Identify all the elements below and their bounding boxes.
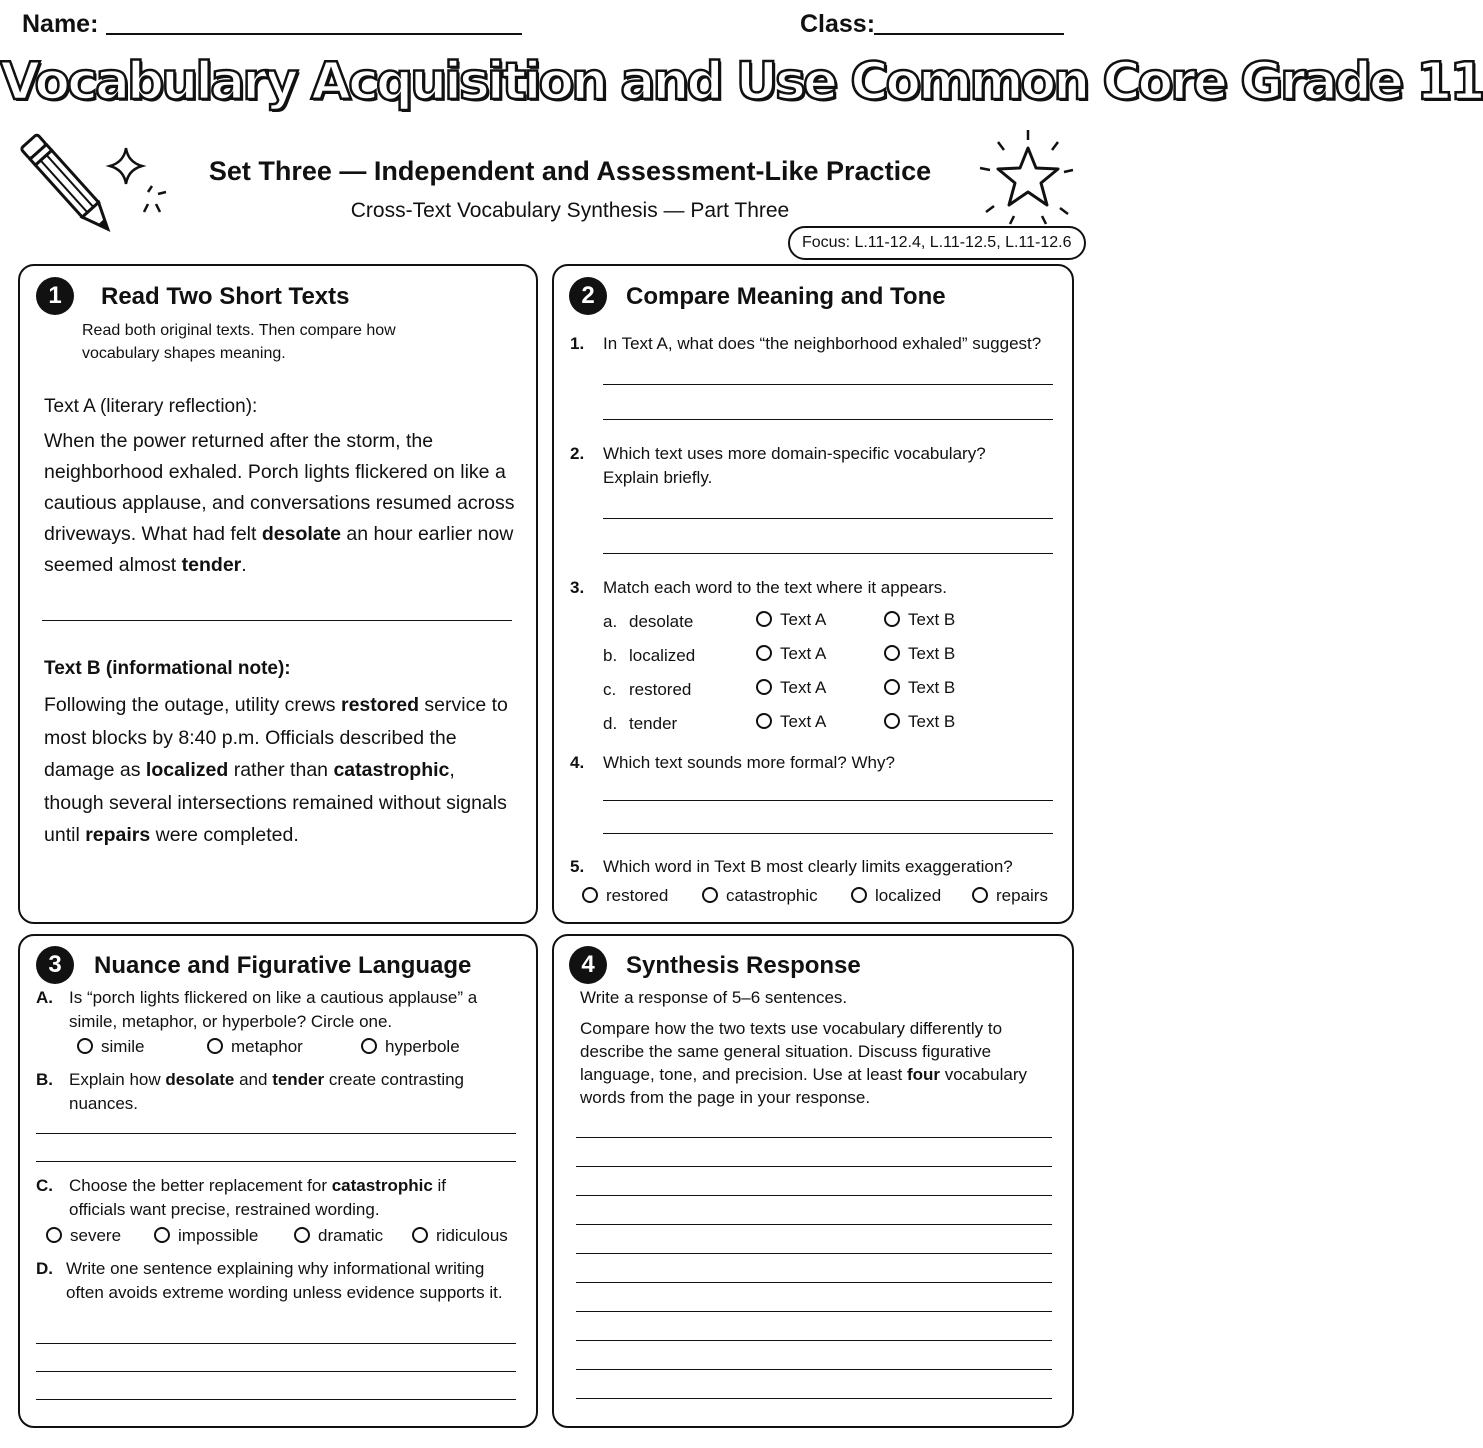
option-ridiculous[interactable]: ridiculous: [412, 1226, 508, 1246]
option-impossible[interactable]: impossible: [154, 1226, 258, 1246]
section4-instruction: Write a response of 5–6 sentences.: [580, 988, 848, 1007]
radio-icon: [412, 1227, 428, 1243]
match-row-c-word: restored: [629, 680, 692, 699]
match-row-b-option-a[interactable]: Text A: [756, 644, 826, 664]
response-line-2[interactable]: [576, 1165, 1052, 1167]
response-line-8[interactable]: [576, 1339, 1052, 1341]
q1-answer-line-2[interactable]: [603, 418, 1053, 420]
radio-icon: [756, 713, 772, 729]
match-row-c-option-a[interactable]: Text A: [756, 678, 826, 698]
response-line-7[interactable]: [576, 1310, 1052, 1312]
q5-option-catastrophic[interactable]: catastrophic: [702, 886, 818, 906]
match-row-b-option-b[interactable]: Text B: [884, 644, 955, 664]
part-d-answer-line-1[interactable]: [36, 1342, 516, 1344]
q2-number: 2.: [570, 444, 585, 463]
q5-option-localized[interactable]: localized: [851, 886, 941, 906]
option-dramatic[interactable]: dramatic: [294, 1226, 383, 1246]
set-subtitle: Set Three — Independent and Assessment-Like Practice: [208, 156, 932, 186]
part-d-answer-line-2[interactable]: [36, 1370, 516, 1372]
response-line-4[interactable]: [576, 1223, 1052, 1225]
option-simile[interactable]: simile: [77, 1037, 144, 1057]
part-d-answer-line-3[interactable]: [36, 1398, 516, 1400]
match-row-a-letter: a.: [603, 612, 618, 631]
match-row-d-option-b[interactable]: Text B: [884, 712, 955, 732]
section-number-3: 3: [36, 946, 74, 984]
match-row-c-letter: c.: [603, 680, 617, 699]
q3-number: 3.: [570, 578, 585, 597]
match-row-a-option-a[interactable]: Text A: [756, 610, 826, 630]
q4-answer-line-2[interactable]: [603, 832, 1053, 834]
part-c-text: Choose the better replacement for catastrophic if officials want precise, restrained wording.: [69, 1176, 447, 1219]
radio-icon: [851, 887, 867, 903]
part-b-answer-line-1[interactable]: [36, 1132, 516, 1134]
part-d-text: Write one sentence explaining why informational writing often avoids extreme wording unless evidence supports it.: [66, 1259, 503, 1302]
text-b-passage: Following the outage, utility crews restored service to most blocks by 8:40 p.m. Officials described the damage as localized rather than catastrophic, though several intersections remained without signals until repairs were completed.: [44, 694, 508, 846]
radio-icon: [582, 887, 598, 903]
q2-answer-line-1[interactable]: [603, 517, 1053, 519]
match-row-a-word: desolate: [629, 612, 694, 631]
response-line-9[interactable]: [576, 1368, 1052, 1370]
section-number-4: 4: [569, 946, 607, 984]
q4-answer-line-1[interactable]: [603, 799, 1053, 801]
radio-icon: [77, 1038, 93, 1054]
section4-prompt: Compare how the two texts use vocabulary differently to describe the same general situation. Discuss figurative language, tone, and precision. Use at least four vocabulary words from the page in your response.: [580, 1019, 1027, 1107]
response-line-3[interactable]: [576, 1194, 1052, 1196]
response-line-6[interactable]: [576, 1281, 1052, 1283]
part-subtitle: Cross-Text Vocabulary Synthesis — Part Three: [350, 199, 790, 222]
radio-icon: [361, 1038, 377, 1054]
radio-icon: [46, 1227, 62, 1243]
text-a-passage: When the power returned after the storm, the neighborhood exhaled. Porch lights flickered on like a cautious applause, and conversations resumed across driveways. What had felt desolate an hour earlier now seemed almost tender.: [44, 430, 515, 576]
divider-line: [42, 620, 512, 621]
part-b-text: Explain how desolate and tender create contrasting nuances.: [69, 1070, 465, 1113]
q4-number: 4.: [570, 753, 585, 772]
match-row-d-letter: d.: [603, 714, 618, 733]
part-c-label: C.: [36, 1176, 53, 1195]
option-severe[interactable]: severe: [46, 1226, 121, 1246]
section1-instruction: Read both original texts. Then compare how vocabulary shapes meaning.: [82, 322, 396, 362]
class-label: Class:: [800, 10, 876, 38]
radio-icon: [756, 611, 772, 627]
radio-icon: [884, 713, 900, 729]
radio-icon: [884, 645, 900, 661]
focus-standards-badge: Focus: L.11-12.4, L.11-12.5, L.11-12.6: [788, 226, 1086, 260]
match-row-b-word: localized: [629, 646, 696, 665]
section-number-1: 1: [36, 277, 74, 315]
q1-number: 1.: [570, 334, 585, 353]
match-row-d-word: tender: [629, 714, 678, 733]
radio-icon: [154, 1227, 170, 1243]
match-row-a-option-b[interactable]: Text B: [884, 610, 955, 630]
option-hyperbole[interactable]: hyperbole: [361, 1037, 460, 1057]
q3-text: Match each word to the text where it appears.: [603, 578, 947, 597]
q4-text: Which text sounds more formal? Why?: [603, 753, 895, 772]
radio-icon: [294, 1227, 310, 1243]
option-metaphor[interactable]: metaphor: [207, 1037, 303, 1057]
match-row-d-option-a[interactable]: Text A: [756, 712, 826, 732]
radio-icon: [207, 1038, 223, 1054]
section3-title: Nuance and Figurative Language: [94, 952, 472, 979]
section4-title: Synthesis Response: [626, 952, 861, 979]
radio-icon: [884, 679, 900, 695]
radio-icon: [756, 645, 772, 661]
part-a-label: A.: [36, 988, 53, 1007]
match-row-c-option-b[interactable]: Text B: [884, 678, 955, 698]
q5-option-restored[interactable]: restored: [582, 886, 668, 906]
class-field[interactable]: [874, 33, 1064, 35]
radio-icon: [756, 679, 772, 695]
q5-text: Which word in Text B most clearly limits exaggeration?: [603, 857, 1013, 876]
q1-text: In Text A, what does “the neighborhood exhaled” suggest?: [603, 334, 1042, 353]
response-line-10[interactable]: [576, 1397, 1052, 1399]
response-line-1[interactable]: [576, 1136, 1052, 1138]
part-a-text: Is “porch lights flickered on like a cautious applause” a simile, metaphor, or hyperbole? Circle one.: [69, 988, 478, 1031]
text-a-label: Text A (literary reflection):: [44, 396, 258, 417]
radio-icon: [972, 887, 988, 903]
name-label: Name:: [22, 10, 99, 38]
response-line-5[interactable]: [576, 1252, 1052, 1254]
section1-title: Read Two Short Texts: [101, 283, 350, 310]
q2-answer-line-2[interactable]: [603, 552, 1053, 554]
part-b-answer-line-2[interactable]: [36, 1160, 516, 1162]
radio-icon: [884, 611, 900, 627]
radio-icon: [702, 887, 718, 903]
q5-option-repairs[interactable]: repairs: [972, 886, 1048, 906]
part-d-label: D.: [36, 1259, 53, 1278]
name-field[interactable]: [106, 33, 522, 35]
match-row-b-letter: b.: [603, 646, 618, 665]
section2-title: Compare Meaning and Tone: [626, 283, 946, 310]
q2-text: Which text uses more domain-specific vocabulary? Explain briefly.: [603, 444, 986, 487]
q1-answer-line-1[interactable]: [603, 383, 1053, 385]
worksheet-title: Vocabulary Acquisition and Use Common Core Grade 11: [0, 52, 1483, 112]
q5-number: 5.: [570, 857, 585, 876]
text-b-label: Text B (informational note):: [44, 658, 291, 679]
section-number-2: 2: [569, 277, 607, 315]
part-b-label: B.: [36, 1070, 53, 1089]
